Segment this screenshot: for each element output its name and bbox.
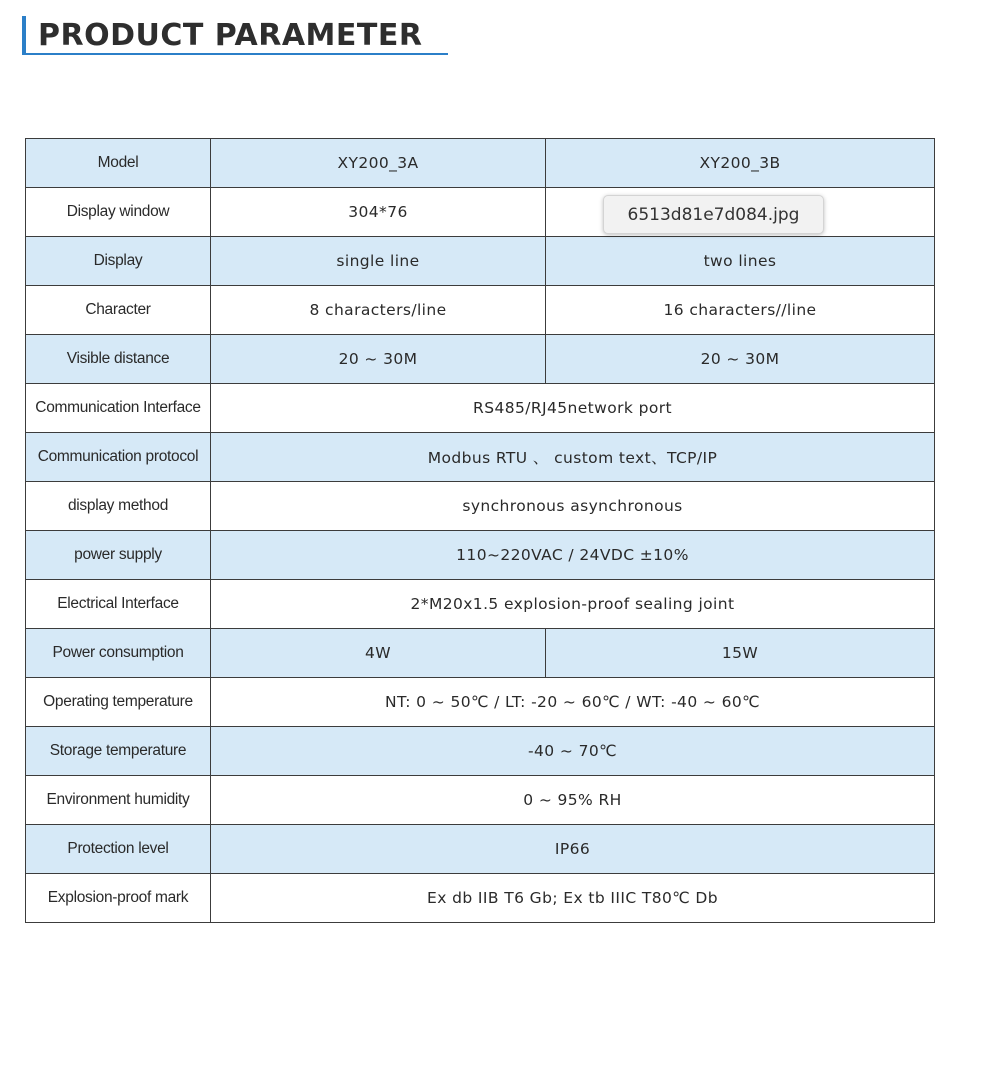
table-row-protection-level [26,825,935,874]
row-label: Electrical Interface [26,580,211,629]
table-row-character [26,286,935,335]
row-label: Display window [26,188,211,237]
cell-communication-interface: RS485/RJ45network port [211,384,935,433]
table-row-display-method [26,482,935,531]
table-row-operating-temperature [26,678,935,727]
row-label: Visible distance [26,335,211,384]
row-label: Communication Interface [26,384,211,433]
cell-model-b: XY200_3B [546,139,935,188]
row-label: Power consumption [26,629,211,678]
cell-display-b: two lines [546,237,935,286]
cell-storage-temperature: -40 ~ 70℃ [211,727,935,776]
cell-electrical-interface: 2*M20x1.5 explosion-proof sealing joint [211,580,935,629]
cell-environment-humidity: 0 ~ 95% RH [211,776,935,825]
row-label: power supply [26,531,211,580]
row-label: Environment humidity [26,776,211,825]
row-label: Model [26,139,211,188]
table-row-model [26,139,935,188]
product-parameter-table [25,138,935,923]
row-label: display method [26,482,211,531]
table-row-display [26,237,935,286]
cell-character-a: 8 characters/line [211,286,546,335]
table-row-visible-distance [26,335,935,384]
row-label: Operating temperature [26,678,211,727]
cell-character-b: 16 characters//line [546,286,935,335]
table-row-communication-interface [26,384,935,433]
cell-display-a: single line [211,237,546,286]
cell-visible-distance-a: 20 ~ 30M [211,335,546,384]
cell-power-supply: 110~220VAC / 24VDC ±10% [211,531,935,580]
table-row-power-consumption [26,629,935,678]
cell-protection-level: IP66 [211,825,935,874]
table-row-power-supply [26,531,935,580]
cell-display-method: synchronous asynchronous [211,482,935,531]
header-accent-bar [22,16,26,54]
row-label: Protection level [26,825,211,874]
row-label: Storage temperature [26,727,211,776]
cell-model-a: XY200_3A [211,139,546,188]
cell-power-consumption-b: 15W [546,629,935,678]
row-label: Explosion-proof mark [26,874,211,923]
row-label: Communication protocol [26,433,211,482]
table-row-environment-humidity [26,776,935,825]
header-underline [22,53,448,55]
page-header [22,14,422,56]
cell-power-consumption-a: 4W [211,629,546,678]
cell-operating-temperature: NT: 0 ~ 50℃ / LT: -20 ~ 60℃ / WT: -40 ~ 60℃ [211,678,935,727]
table-row-communication-protocol [26,433,935,482]
table-row-storage-temperature [26,727,935,776]
row-label: Character [26,286,211,335]
cell-communication-protocol: Modbus RTU 、 custom text、TCP/IP [211,433,935,482]
table-row-explosion-proof-mark [26,874,935,923]
cell-explosion-proof-mark: Ex db IIB T6 Gb; Ex tb IIIC T80℃ Db [211,874,935,923]
page-title: PRODUCT PARAMETER [38,17,423,53]
cell-display-window-a: 304*76 [211,188,546,237]
filename-tooltip: 6513d81e7d084.jpg [603,195,824,234]
row-label: Display [26,237,211,286]
cell-visible-distance-b: 20 ~ 30M [546,335,935,384]
table-row-electrical-interface [26,580,935,629]
